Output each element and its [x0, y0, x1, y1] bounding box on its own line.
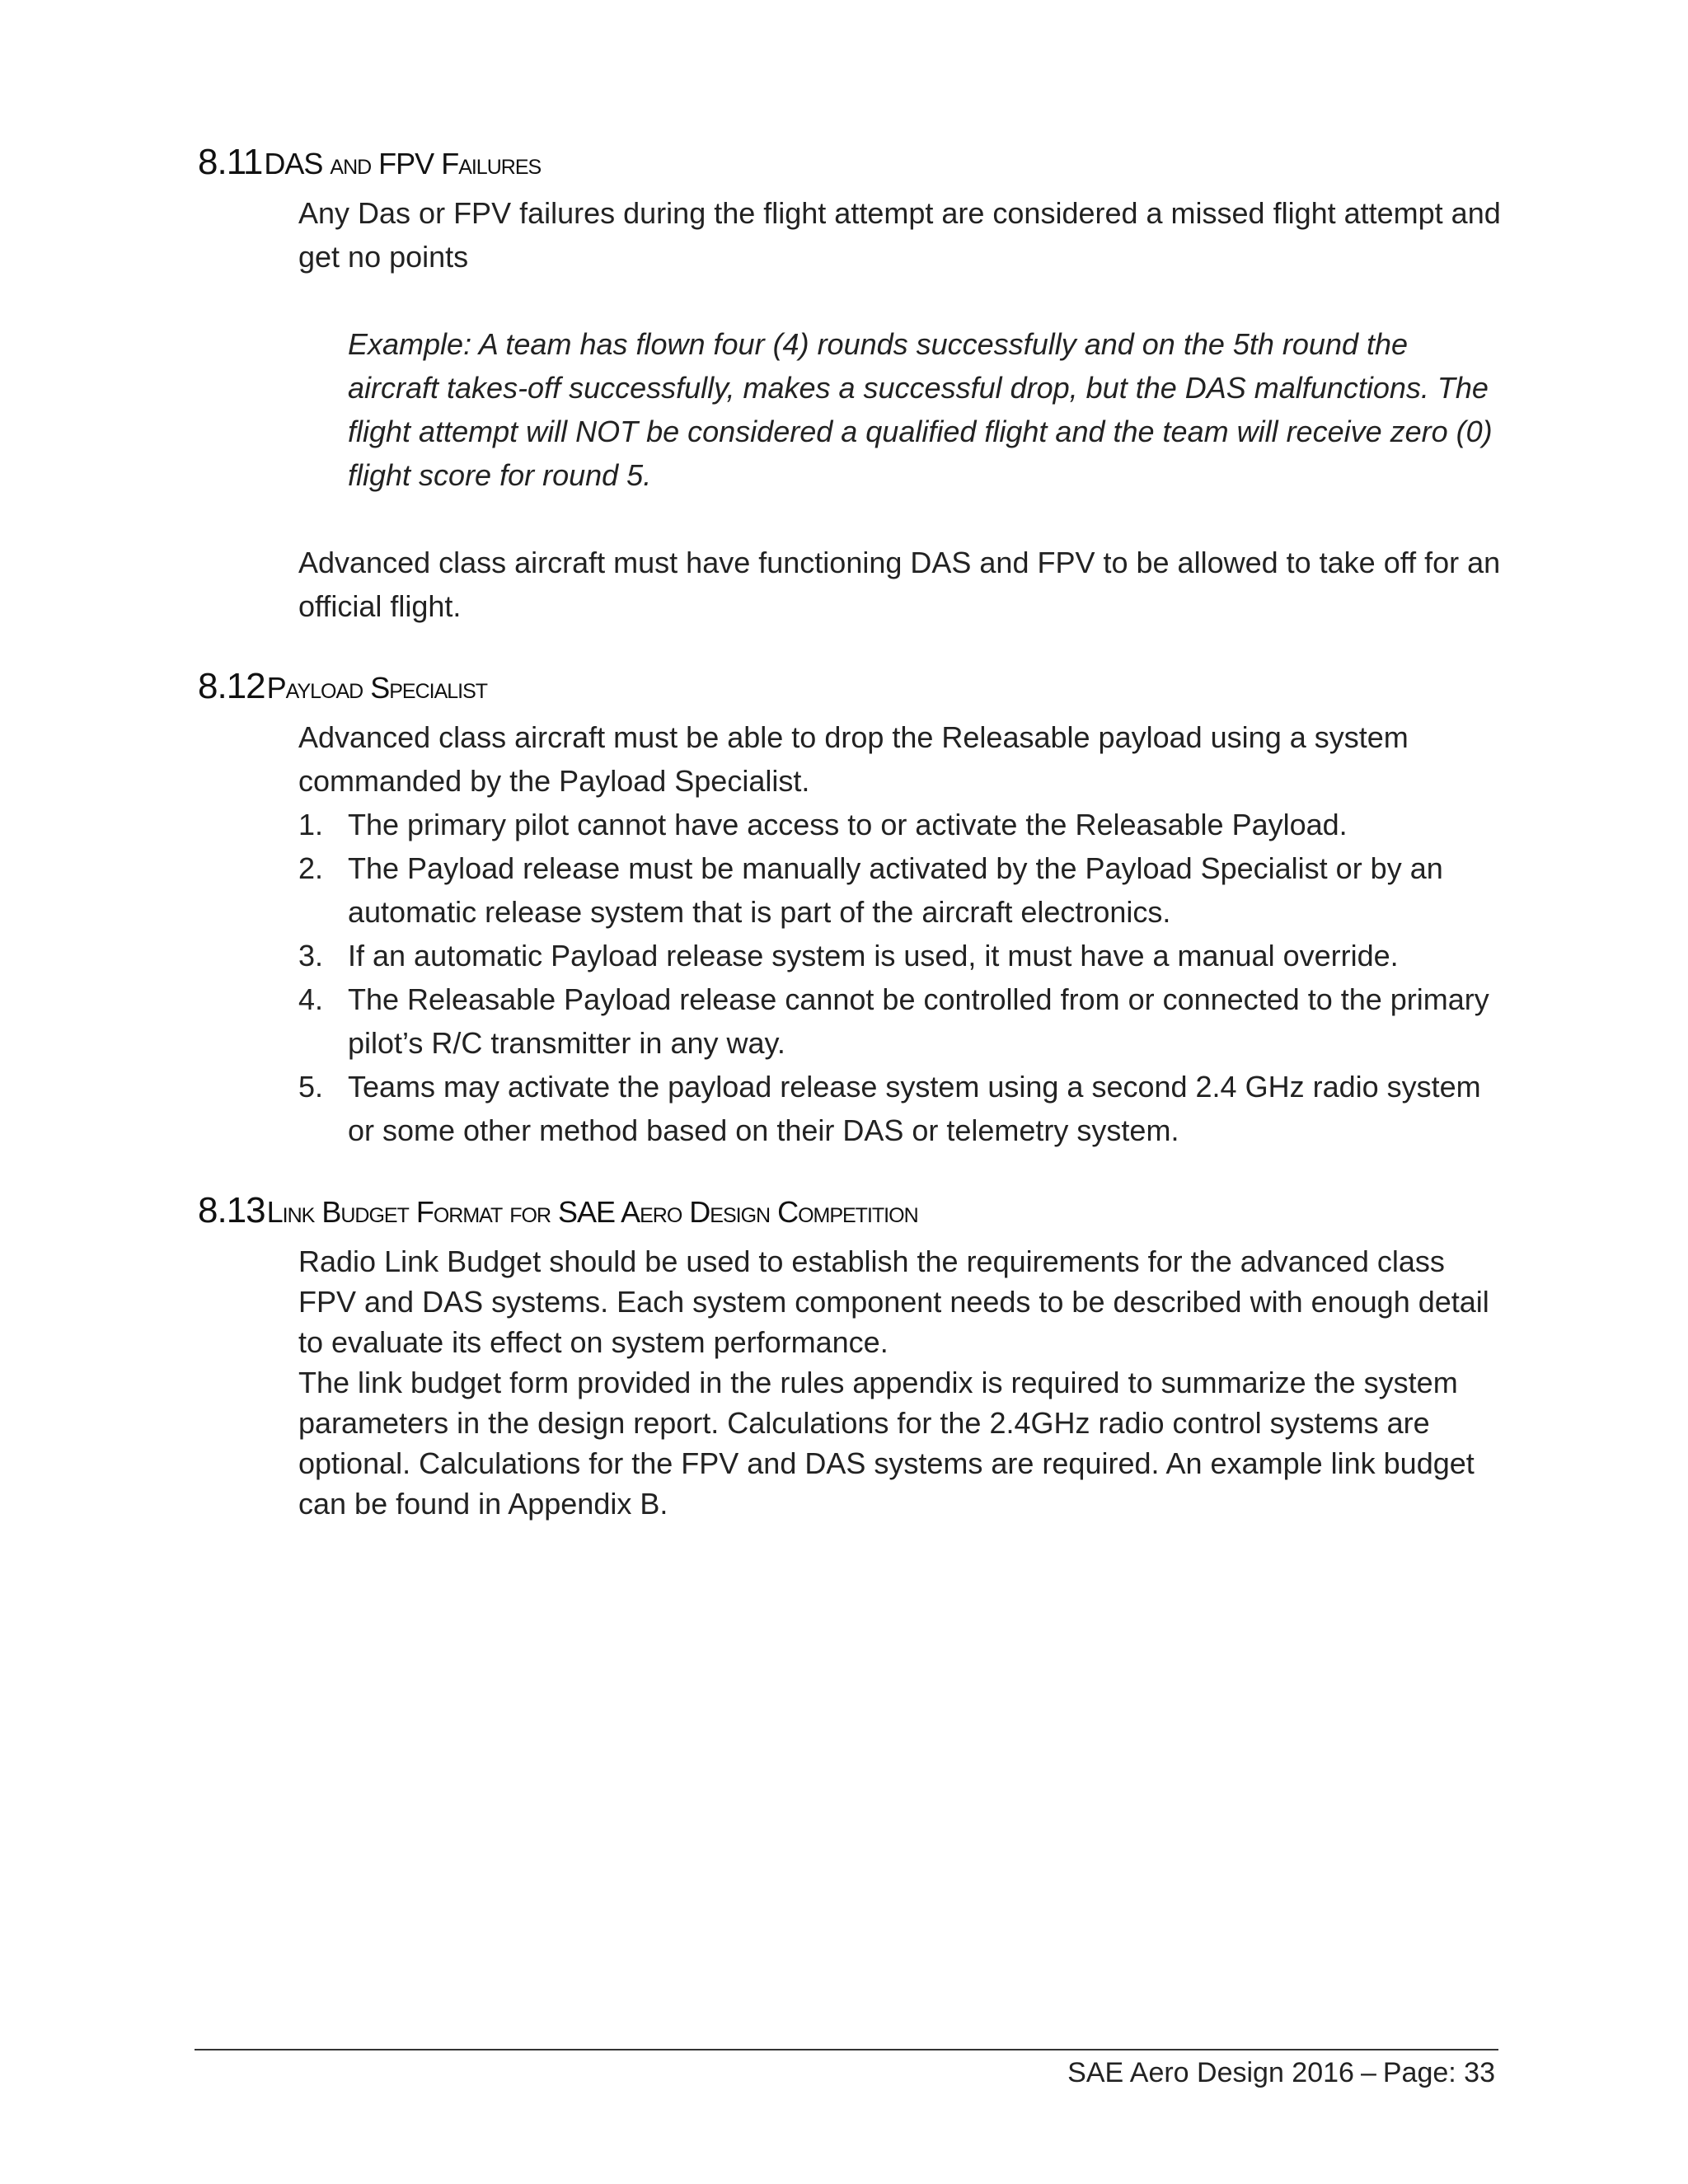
- list-item: [298, 803, 1502, 846]
- list-item-number: 1.: [298, 808, 324, 841]
- section-number: 8.11: [198, 142, 263, 182]
- section-paragraph: The link budget form provided in the rules appendix is required to summarize the system parameters in the design report. Calculations for the 2.4GHz radio control systems are optional. Calculations for the FPV and DAS systems are required. An example link budget can be found in Appendix B.: [298, 1366, 1475, 1521]
- numbered-list: [298, 803, 1502, 1152]
- list-item-number: 5.: [298, 1070, 324, 1104]
- list-item-number: 3.: [298, 939, 324, 972]
- section-intro: Any Das or FPV failures during the flight attempt are considered a missed flight attempt and get no points: [298, 196, 1501, 274]
- page-footer: [1067, 2052, 1495, 2093]
- section-body-8-11: [298, 191, 1502, 628]
- section-heading-8-11: [198, 142, 541, 183]
- list-item-number: 4.: [298, 982, 324, 1016]
- section-title: DAS and FPV Failures: [264, 147, 542, 180]
- list-item: [298, 934, 1502, 977]
- list-item-number: 2.: [298, 851, 324, 885]
- list-item-text: The primary pilot cannot have access to or activate the Releasable Payload.: [348, 808, 1348, 841]
- section-heading-8-12: [198, 666, 487, 707]
- list-item: [298, 846, 1502, 934]
- list-item-text: Teams may activate the payload release system using a second 2.4 GHz radio system or some other method based on their DAS or telemetry system.: [348, 1070, 1481, 1147]
- section-body-8-13: [298, 1241, 1502, 1524]
- footer-divider: [195, 2049, 1498, 2050]
- section-heading-8-13: [198, 1190, 918, 1231]
- list-item-text: The Releasable Payload release cannot be controlled from or connected to the primary pilot’s R/C transmitter in any way.: [348, 982, 1489, 1060]
- section-closing: Advanced class aircraft must have functioning DAS and FPV to be allowed to take off for an official flight.: [298, 546, 1501, 623]
- footer-title: SAE Aero Design 2016: [1067, 2057, 1354, 2088]
- footer-dash: –: [1360, 2057, 1376, 2088]
- section-paragraph: Radio Link Budget should be used to establish the requirements for the advanced class FPV and DAS systems. Each system component needs to be described with enough detail to evaluate its effect on system performance.: [298, 1244, 1489, 1359]
- section-title: Link Budget Format for SAE Aero Design Competition: [266, 1195, 918, 1229]
- section-number: 8.13: [198, 1190, 265, 1230]
- list-item: [298, 977, 1502, 1065]
- section-intro: Advanced class aircraft must be able to drop the Releasable payload using a system commanded by the Payload Specialist.: [298, 720, 1409, 798]
- list-item-text: If an automatic Payload release system is used, it must have a manual override.: [348, 939, 1399, 972]
- example-paragraph: Example: A team has flown four (4) rounds successfully and on the 5th round the aircraft takes-off successfully, makes a successful drop, but the DAS malfunctions. The flight attempt will NOT be considered a qualified flight and the team will receive zero (0) flight score for round 5.: [348, 327, 1493, 492]
- section-title: Payload Specialist: [266, 671, 488, 705]
- list-item: [298, 1065, 1502, 1152]
- list-item-text: The Payload release must be manually activated by the Payload Specialist or by an automatic release system that is part of the aircraft electronics.: [348, 851, 1443, 929]
- page-number: Page: 33: [1382, 2057, 1495, 2088]
- section-number: 8.12: [198, 666, 265, 706]
- section-body-8-12: [298, 715, 1502, 1152]
